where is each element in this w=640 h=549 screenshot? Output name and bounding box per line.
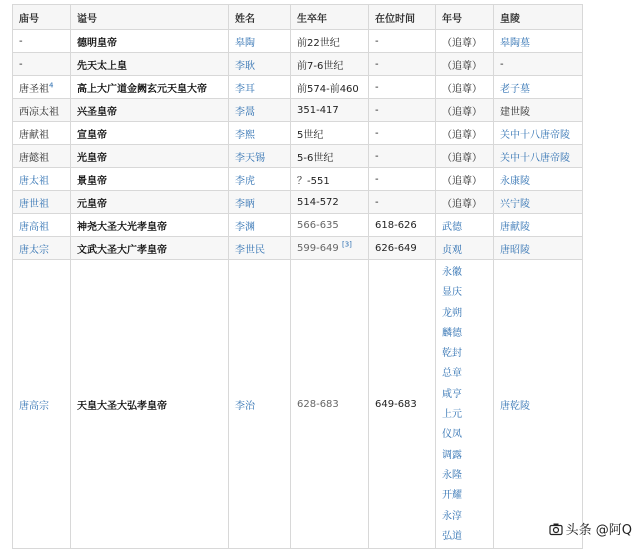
posthumous-name-cell: 文武大圣大广孝皇帝 [77,244,167,256]
era-cell: （追尊） [442,175,482,187]
era-link[interactable]: 永隆 [442,469,462,481]
posthumous-name-cell: 光皇帝 [77,152,107,164]
reign-cell: - [375,104,379,116]
tomb-cell[interactable]: 唐献陵 [500,221,530,233]
header-posthumous: 谥号 [71,5,229,30]
temple-name-cell[interactable]: 唐高祖 [19,221,49,233]
tomb-cell[interactable]: 唐乾陵 [500,400,530,412]
era-link[interactable]: 乾封 [442,348,462,360]
header-lifespan: 生卒年 [291,5,369,30]
posthumous-name-cell: 神尧大圣大光孝皇帝 [77,221,167,233]
era-link[interactable]: 永徽 [442,267,462,278]
posthumous-name-cell: 高上大广道金阙玄元天皇大帝 [77,83,207,95]
era-cell[interactable]: 贞观 [442,244,462,256]
lifespan-cell: 前22世纪 [297,37,340,49]
era-link[interactable]: 总章 [442,368,462,380]
era-cell: （追尊） [442,152,482,164]
era-cell: （追尊） [442,37,482,49]
era-link[interactable]: 永淳 [442,510,462,522]
era-cell: （追尊） [442,129,482,141]
reign-cell: 618-626 [375,219,417,231]
personal-name-link[interactable]: 李昞 [235,198,255,210]
citation-ref[interactable]: [3] [341,240,352,249]
posthumous-name-cell: 先天太上皇 [77,60,127,72]
era-link[interactable]: 调露 [442,449,462,461]
reign-cell: - [375,81,379,93]
reign-cell: 626-649 [375,242,417,254]
lifespan-cell: ？-551 [297,175,330,187]
table-row [13,168,583,191]
reign-cell: 649-683 [375,398,417,410]
personal-name-link[interactable]: 李耳 [235,83,255,95]
table-row-gaozong [13,260,583,549]
personal-name-link[interactable]: 李世民 [235,244,265,256]
header-reign: 在位时间 [369,5,436,30]
temple-name-cell: 唐圣祖 [19,83,49,95]
posthumous-name-cell: 景皇帝 [77,175,107,187]
temple-name-cell: 西凉太祖 [19,106,59,118]
camera-icon [549,522,563,536]
temple-name-cell[interactable]: 唐高宗 [19,400,49,412]
lifespan-cell: 628-683 [297,398,339,410]
era-cell: （追尊） [442,198,482,210]
lifespan-cell: 599-649 [297,242,339,254]
tomb-cell[interactable]: 皋陶墓 [500,37,530,49]
table-row [13,99,583,122]
era-cell: （追尊） [442,60,482,72]
era-link[interactable]: 龙朔 [442,307,462,319]
reign-cell: - [375,127,379,139]
table-row [13,191,583,214]
era-cell: （追尊） [442,83,482,95]
lifespan-cell: 351-417 [297,104,339,116]
temple-name-cell[interactable]: 唐太祖 [19,175,49,187]
header-era: 年号 [436,5,494,30]
posthumous-name-cell: 德明皇帝 [77,37,117,49]
personal-name-link[interactable]: 李虎 [235,175,255,187]
temple-name-cell: - [19,58,23,70]
header-tomb: 皇陵 [494,5,583,30]
temple-name-cell[interactable]: 唐太宗 [19,244,49,256]
header-temple: 庙号 [13,5,71,30]
table-row [13,122,583,145]
lifespan-cell: 前7-6世纪 [297,60,344,72]
footnote-ref[interactable]: 4 [49,81,54,90]
tomb-cell: 建世陵 [500,106,530,118]
reign-cell: - [375,173,379,185]
header-name: 姓名 [229,5,291,30]
temple-name-cell[interactable]: 唐世祖 [19,198,49,210]
era-link[interactable]: 开耀 [442,490,462,502]
era-cell: （追尊） [442,106,482,118]
era-link[interactable]: 上元 [442,409,462,421]
tomb-cell[interactable]: 老子墓 [500,83,530,95]
personal-name-link[interactable]: 李治 [235,400,255,412]
personal-name-link[interactable]: 李天锡 [235,152,265,164]
lifespan-cell: 前574-前460 [297,83,359,95]
personal-name-link[interactable]: 李耿 [235,60,255,72]
table-row [13,214,583,237]
posthumous-name-cell: 兴圣皇帝 [77,106,117,118]
personal-name-link[interactable]: 李暠 [235,106,255,118]
tomb-cell[interactable]: 永康陵 [500,175,530,187]
table-row [13,237,583,260]
personal-name-link[interactable]: 李渊 [235,221,255,233]
lifespan-cell: 5-6世纪 [297,152,334,164]
era-link[interactable]: 显庆 [442,287,462,299]
era-link[interactable]: 弘道 [442,530,462,542]
lifespan-cell: 514-572 [297,196,339,208]
era-cell[interactable]: 武德 [442,221,462,233]
table-row [13,76,583,99]
personal-name-link[interactable]: 皋陶 [235,37,255,49]
personal-name-link[interactable]: 李熙 [235,129,255,141]
reign-cell: - [375,196,379,208]
posthumous-name-cell: 宣皇帝 [77,129,107,141]
tomb-cell: - [500,58,504,70]
table-row [13,53,583,76]
era-link[interactable]: 仪凤 [442,429,462,441]
lifespan-cell: 566-635 [297,219,339,231]
temple-name-cell: - [19,35,23,47]
reign-cell: - [375,58,379,70]
watermark-text: 头条 @阿Q [565,523,632,538]
watermark [549,519,632,538]
tomb-cell[interactable]: 关中十八唐帝陵 [500,129,570,141]
posthumous-name-cell: 元皇帝 [77,198,107,210]
lifespan-cell: 5世纪 [297,129,324,141]
emperor-table [12,4,583,549]
temple-name-cell: 唐献祖 [19,129,49,141]
tomb-cell[interactable]: 兴宁陵 [500,198,530,210]
tomb-cell[interactable]: 关中十八唐帝陵 [500,152,570,164]
posthumous-name-cell: 天皇大圣大弘孝皇帝 [77,400,167,412]
era-link[interactable]: 咸亨 [442,388,462,400]
reign-cell: - [375,35,379,47]
temple-name-cell: 唐懿祖 [19,152,49,164]
table-row [13,30,583,53]
era-link[interactable]: 麟德 [442,327,462,339]
header-row [13,5,583,30]
table-row [13,145,583,168]
tomb-cell[interactable]: 唐昭陵 [500,244,530,256]
era-list-cell [436,260,494,549]
reign-cell: - [375,150,379,162]
